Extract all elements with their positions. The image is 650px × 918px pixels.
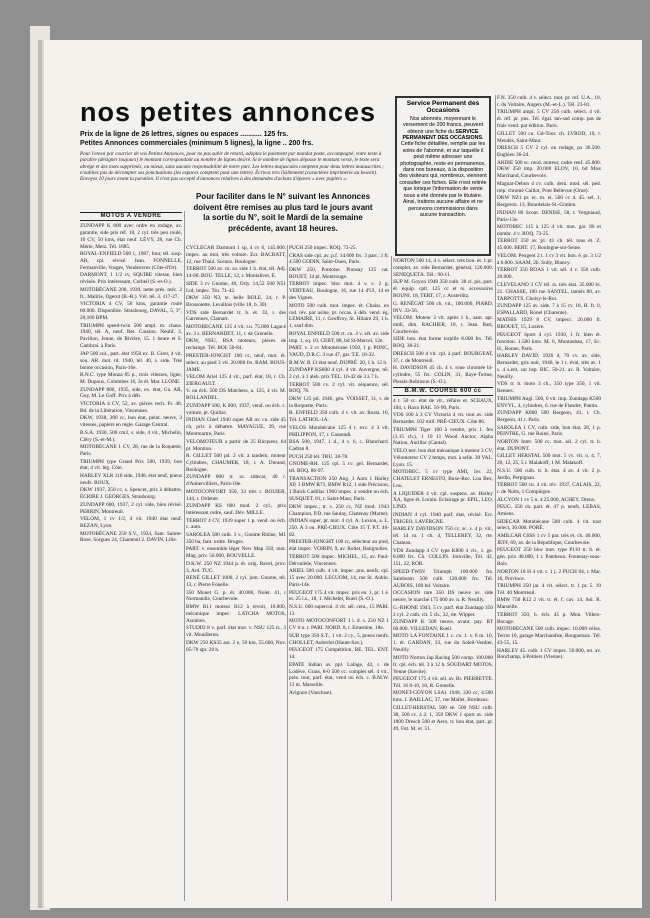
classified-ad: N.S.U. 600 supercul. 4 vit. sél. cent., 15 PARI. 13. xyxy=(289,603,389,617)
ads-column-4 xyxy=(393,258,493,903)
classified-ad: CYCLECAR Darmont 1 sp, 4 cv 6, 145.000, impec. au moi, très voiture. Ecr. BACRATT, 12, rue Thaul. Sceaux. Boulogne. xyxy=(186,245,286,265)
classified-ad: ALCYON 1 cv 5 n. 4 25.000, ACHEY, Dreux. xyxy=(497,496,596,503)
classified-ad: PEUGEOT 250 bloc mot. type P110 tr. b. ét. gén. prix 48.000, 1 r. Pantheon. Fontenay-sous-Bois. xyxy=(497,547,601,568)
classified-ad: DRESCH 5 CV 2 cyl. en rodage, px 36.500. Enghien 36-24. xyxy=(497,145,601,159)
classified-ad: 4 t. 50 cc. état de vit., réfaire et. SCEAUX, 104, r. Haxo BAE. 56-90, Paris. xyxy=(393,397,493,411)
classified-ad: VICTORIA 4 CV, 50 kms, garantie roulé 60.000. Disponible. Strasbourg, DAVAL, 5, 3°, 20,166 BPM. xyxy=(80,301,182,322)
classified-ad: B.S.A. 1930, 500 cm3, s. side, 4 vit., Michelin, Cléry (S.-et-M.). xyxy=(80,429,182,443)
classified-ad: D.K.W. 250 NZ 1944 p. ét. orig. Ravel, prov. 3, Ard. TUC. xyxy=(186,560,286,574)
classified-ad: G. RENÉGAT 500 ch. vit., 100.000, PIARD, INV. 33-56. xyxy=(393,300,493,314)
classified-ad: SIDE bon. état forme torpille 8.000 frs. Tél. ROQ. 38-21. xyxy=(393,336,493,350)
classified-ad: SIDECAR Motobécane 500 culb. 4 vit. tout select, 36.000. PORÉ. xyxy=(497,518,601,532)
deadline-notice: Pour faciliter dans le N° suivant les Annonces doivent être remises au plus tard le jours avant la sortie du N°, soit le Mardi de la semaine précédente, avant 18 heures. xyxy=(193,192,373,233)
classified-ad: VELO terr. bon état mécanique à moteur 3 CV, Vélomoteur CV 2 temps, mot. à selle. 30 VAL. Lyon. 15. xyxy=(393,447,493,468)
classified-ad: GILLET HERSTAL 500 mot. 5 cv. vit. n. 4, 7, 20, 12, 25, 5 r. Malakoff, 1 M. Malakoff. xyxy=(497,453,601,467)
classified-ad: PART. v. ensemble léger New Map 350, mot. Mag, priv. 50.000, BOUVELLE. xyxy=(186,546,286,560)
classified-ad: ZUNDAPP 125 av. side. 7 à 15 cv. 18, H. fr. 0, ESPALLARD, Ronel (Charente). xyxy=(497,303,601,316)
service-box-text-bold: SERVICE PERMANENT DES OCCASIONS xyxy=(402,128,482,142)
classified-ad: BSA 500, 1947, 1 d., 4 s. 6, c. Blanchard. Cadran 8. xyxy=(289,439,389,453)
classified-ad: ZUNDAPP K 800 avec ordre en rodage, av. garantie, side pris réf. 18, 2 cyl. très peu roulé, 10 CV, 50 kms, état neuf. LÉVY, 28, rue Ch. Mérie, Metz. Tél. 1885. xyxy=(80,222,182,250)
classified-ad: B.M.W. R 13 état neuf. DUPRÉ. 20, 1 h. 12 h. xyxy=(289,359,388,366)
classified-ad: Magnat-Debon 4 cv. culb. dern. mod. sél. ped. imp. chromé Caillot, Pont Bellevue (Orne). xyxy=(497,180,601,194)
classified-ad: PEUGEOT 175 4 vit. sél. av. Br. PIERRETTE. Tél. 16 8-10, 10, R. Grenelle. xyxy=(393,676,493,689)
column-rule xyxy=(287,245,288,901)
classified-ad: Avignon (Vaucluse). xyxy=(289,689,333,696)
classified-ad: DKW impec., tr. s. 250 cc, NZ mod. 1943 Champion, P.D. rue Saulay, Chatenay (Marne). xyxy=(289,503,389,517)
classified-ad: B.N.C. type Monza 85 p., trois vitesses, ligne, M. Dupoux, Colombes 16, 2e ét. Mar. LLONE. xyxy=(80,372,182,385)
classified-ad: SUB type 350 S.T., 1 vit. 2 cy., 5, pneus neufs. CHOLLET, Auberlot (Haute-Sav.). xyxy=(289,632,389,646)
intro-paragraph: Pour l'envoi par courrier de vos Petites Annonces, pour ne pas subir de retard, adoptez le paiement par mandat poste, accompagné, votre texte à paraître (désigner toujours) le montant correspondant au nombre de lignes désiré. Si le nombre de lignes dépasse le montant versé, le texte sera abrégé et des mots supprimés, ou mieux, sans aucune responsabilité de notre part. Les lettres majuscules comptent pour deux lettres manuscrites ; n'oubliez pas de décompter ses ponctuations (les espaces comptent pour une lettre). Écrivez très lisiblement (caractères imprimerie au besoin). Envoyez 10 jours avant la parution. Il n'est pas accepté d'annonces relatives à des demandes d'achats d'épaves « avec papiers ». xyxy=(80,151,384,183)
classified-ad: ROYAL ENFIELD 500 ct. cu. 4 v. sél. av. side imp. 1, sq. 10, CEBT, 88, bd St-Marcel, 12e. xyxy=(289,330,389,344)
classified-ad: MOTOBÉCANE 250 S.V., 1934, Sant. Sainte-Rose, Sorgues 24, Chanteuil 2. DAVIN, Lille. xyxy=(80,530,182,544)
classified-ad: ZUNDAPP KS 600 mod. 2 cyl., prix intéressant ordre, sauf. Dév. MILLE. xyxy=(186,503,286,517)
price-line-2: Petites Annonces commerciales (minimum 5 lignes), la ligne .. 200 frs. xyxy=(80,140,314,147)
classified-ad: A LIQUIDER 4 vit. cpl. suspens. av. Harley XA, ligne ét. Lorain. Eclairage pr. EPIL, LEO, LIND. xyxy=(393,490,493,511)
classified-ad: MOTOBEC 115 à 125 4 vit. mot. gar. 80 et nombr. 4 v. ROQ. 73-25. xyxy=(497,224,601,237)
classified-ad: SPEED-TWIN Triumph 100.000 frs. Sainbeam 500 culb. 120.000 frs. Tél. AUBOIS, 180 bd. Voltaire. xyxy=(393,568,493,589)
classified-ad: MOTOBÉCANE 1 CV, 28, rue de la Roquette, Paris. xyxy=(80,444,182,458)
classified-ad: DKW 250 KS35 aut. 2 e, 50 km, 55.600, Nov. 05-70 apr. 20 h. xyxy=(186,639,286,653)
classified-ad: PRESTER-JONGHT 100 cc, sélecteur au pied, état impec. VOIRIN, 9, av. Rollet, Batignolles. xyxy=(289,539,389,553)
classified-ad: TERROT impec. bloc mot. 4 v. s. 2 g. VERTEAU, Boulogne, 16, rue 14 d'Ul, 14 et des Vignes. xyxy=(289,281,389,302)
section-heading: MOTOS A VENDRE xyxy=(80,212,182,221)
classified-ad: ZUNDAPP KS600 4 cyl. 4 vit. Auvergne, tél. 2 cyl. à 1 aleb. prix TEL. 16-42 de 3 à 7 h. xyxy=(289,367,389,381)
classified-ad: INDIAN super, pr. mot. 4 cyl. A. Lexion, a. L. 250. A 3 ou. PRÉ-CIEUX. Côte 15 T. P.T. 40-82. xyxy=(289,518,389,538)
classified-ad: VDS Zundapp 4 CV type K800 4 vit., 1. ge. 8.000 frs. Ch. COLLIN. Joinville, Tél. 42, 151, 22, ROB. xyxy=(393,547,493,568)
ads-column-5 xyxy=(497,95,601,903)
classified-ad: PEUGEOT 175 4 vit. impec. pris en. 1, pr. 1 é. et. 25 i.s., 18, 1. Michelet, Rueil (S.-O.). xyxy=(289,589,389,603)
classified-ad: STUDIO 8 v. parf. état mot. v. NSU 125 tr., 3 vit. Mouilleron. xyxy=(186,625,286,639)
classified-ad: PUCH 250 tél. TRU. 38-78. xyxy=(289,453,349,460)
classified-ad: DKW 250, Pontoise. Pionsay 125 cat. ROUET, 14 pl. Montrouge. xyxy=(289,266,389,280)
price-line-1: Prix de la ligne de 26 lettres, signes ou espaces ........... 125 frs. xyxy=(80,131,289,138)
service-box-text-1: Nos abonnés, moyennant le versement de 200 francs, peuvent obtenir une fiche du xyxy=(402,115,484,135)
classified-ad: ZUNDAPP 800, 1935, side, ex. état, Ga. AR, Guy, M. Le Goff. Prix à déb. xyxy=(80,386,182,400)
classified-ad: ZUNDAPP K 500 neuve, avant. pay. RT 60.000. VILLEDAN, Rueil. xyxy=(393,619,493,632)
classified-ad: VELOM. Peugeot 2 t. 1 cv 3 vit. bon. é. pr. 3 1/2 à 6.000. SAAM, 2b. Sully, Blancy. xyxy=(497,252,601,266)
ads-column-1 xyxy=(80,211,182,903)
column-rule xyxy=(495,95,496,901)
classified-ad: VDS 100 à 3 CV Victoria 4 vit. tout av. side Bernardet. 102 mill. PRÉ-CIEUX. Côte 86. xyxy=(393,412,493,426)
classified-ad: DARMONT, 1 1/2 cv, SQUIRE vitesse, bien révisée. Prix intéressant, Corbeil (S.-et-O.). xyxy=(80,272,182,286)
classified-ad: NORTON 18 H 4 vit. t. 1 j. 2 PUCH 64, r. Mar. 16, Province. xyxy=(497,568,601,582)
classified-ad: TRIUMPH 250 jar. 4 vit. sélect. tr. 1 pr. 5. 10 Tél. 40 Montreuil. xyxy=(497,583,601,596)
classified-ad: INDIAN 80 Scout. DENISE, 58, r. Vergniaud, Paris-13e. xyxy=(497,209,601,223)
classified-ad: INDIAN 4 cyl. 1940 parf. état, révisé. Ecr. TRIGEO, LAVERGNE. xyxy=(393,511,493,525)
classified-ad: V. ou éch. 500 DS Matchess, a. 125, 4 vit. M. ROLLANDEL. xyxy=(186,388,286,402)
column-rule xyxy=(184,211,185,901)
classified-ad: VELOS Motobécane 125 4 t. exc. 4 3 vit. PHILIPPON, 17, r. Gassendi. xyxy=(289,424,389,438)
classified-ad: HARLEY 45. culb. 1 CV impec. 50.000, ret. av. Ronchamp, à Poitiers (Vienne). xyxy=(497,647,601,661)
classified-ad: ZUNDAPP 600, 1937, 2 cyl. side, bien révisé. PERRIN, Montreuil. xyxy=(80,501,182,515)
classified-ad: AMILCAR C6SS 1 cv 5 par. très ét. ch. 40.000, JEFF, 69, av. de la République, Courbevoie. xyxy=(497,532,601,546)
classified-ad: TERROT 350, b. éch. 45 p. Mon. Villers-Bocage. xyxy=(497,611,601,625)
classified-ad: TRIUMPH Angl. 500, 6 vit. imp. Zundapp K500 ENVYL, 4, cylindres, 6. rue de Flandre, Pantin. xyxy=(497,395,601,409)
classified-ad: PEUGEOT 175 Compétition, RE. TEL. ENT. 14. xyxy=(289,647,389,661)
classified-ad: ZUNDAPP K800 500 Bergeon, 41, r. Ch. Bergeon, 41 r. Paris. xyxy=(497,410,601,424)
classified-ad: DKW 125 pd. 1946, gén. VOISSET, 31, r. de la Roquette, Paris. xyxy=(289,395,389,409)
ads-column-3 xyxy=(289,245,389,903)
ads-column-2 xyxy=(186,245,286,903)
classified-ad: NORTON 500 14, 4 v. sélect. très bon. ét. 1 pr. complet, av. side Bernardet, général, 120.000. SENEQUETA. Tél.: 90-11. xyxy=(393,258,493,278)
classified-ad: N.S.U. 500 culb. tr. b. état. 4 av. 4 vit. 2 p. Jardin, Perpignan. xyxy=(497,467,601,481)
classified-ad: TRIUMPH ampl. 5 CV 250 culb. sélect. 4 vit. ét. réf. pr. pns. Tél. égal. tan-sad comp. pas de frais vend. par édition. Paris. xyxy=(497,109,601,130)
classified-ad: VICTORIA 4 CV, 52, av. pièces rech. Fr. 48. Bd. de la Libération, Vincennes. xyxy=(80,400,182,414)
classified-ad: SAROLEA 1 CV, culb. side, bon état, 28, 1 p. PEINTRE, G. rue Ruiné, Paris. xyxy=(497,424,601,438)
classified-ad: JAP 500 cul., part. état 1950 ex. B. Girer, 4 vit. sou. AR. mot. rd. 1940, tél. 40, s. side. Très bonne occasion, Paris-16e. xyxy=(80,350,182,371)
price-info xyxy=(80,130,380,148)
classified-ad: VELOM, 1 cv 1/2, 4 vit. 1940 état neuf. BEZAN, Lyon. xyxy=(80,516,182,530)
classified-ad: MONET-GOYON LSA1 1948, 330 cc, 4.500 kms. J. BAILLAC, 37, rue Mallet, Bordeaux. xyxy=(393,690,493,704)
classified-ad: GILLET 500 cu. Gd-Tour. ch. LVROD, 10, r. Mendès, Saint-Maur. xyxy=(497,130,601,144)
classified-ad: DKW NZ1 pr. ec. m. ét. 500 cc 4. 45. sel. 1, Bergeron. 13, Bourdelais-St.-Gratien. xyxy=(497,195,601,209)
classified-ad: HARLEY DAVIDSON 750 cc, sc. s. 4 p. vit., tél. 14 m. 1 ch. 4, TELLEREY, 32, rte. Chateau. xyxy=(393,526,493,547)
classified-ad: TERROT 350 ROAS 1 vit. sél. 4 v. 350 culb. 20.000. xyxy=(497,267,601,281)
classified-ad: ARDIE 500 sc. mod. moteur, cadre renf. 45.000. DKW 250 imp. 20.000 ELOV, 10, bd Miss Marchand, Courbevoie. xyxy=(497,159,601,180)
classified-ad: R. GILLET 500 pd. 2 vit. à tandem, moteur Cylindres, CHAUMER, 18, r. A. Durand, Boulogne. xyxy=(186,453,286,473)
classified-ad: TRIUMPH Tiger 100 à vendre, pris 1. feu (3.15 ch.), 1 10 11 Wood Auctor, Alpha Nation, Aurillac (Cantal). xyxy=(393,426,493,447)
classified-ad: MOTOBECANE 125 4 vit. t.u. 75.000 Lagacé av. 3 s. BERNARDET, 11, r. de Grenelle. xyxy=(186,323,286,337)
classified-ad: MOTO Norton Jap Racing 500 comp. 100.000 fr. cpl. éch. tél. 3 à 12 h. SOUDART MOTOS, Yenne (Savoie). xyxy=(393,654,493,675)
classified-ad: H. DAVIDSON 45 ch. 4 v. roue chromée bi-cylindre, 55 frs. COLIN, 31, Raye-Tortue, Plessis-Robinson (S.-O.). xyxy=(393,365,493,385)
column-rule xyxy=(391,256,392,901)
classified-ad: CRAS side cpl. av. p.f. 14.600 frs. 3 parc. 3 fr. 4.500 GODIN, Saint-Ouen, Paris. xyxy=(289,252,389,266)
classified-ad: TRIUMPH speed-twin 500 ampl. m. chaus. 1940, tél. A, neuf. Ret. Cassion. Neuhf. 3, Pavillon, Jeune, de Rivière, 15. 1 heure et S. Cambrai. à Paris. xyxy=(80,322,182,350)
classified-ad: CLEVELAND 3 CV tél. ts. très état. 35.000 bi. 21. CHASSE, 100 rue SANTEL, lamels 80, av. TARPOTTS, Choisy-le-Roi. xyxy=(497,281,601,302)
classified-ad: RENÉ GILLET 1000, 2 cyl. jum. Gnome, tél. 13, r. Pierre Fonelle. xyxy=(186,575,286,589)
classified-ad: PEUG. 350 ch. part. ét. 47 p. neufs, LEBAS, Amiens. xyxy=(497,504,601,517)
classified-ad: MATHIS 1929 8 CV, impecc. 20.000 fr. BROUET, 15, Lozère. xyxy=(497,317,601,331)
classified-ad: 350 Monet G. p. ét. 40.000, Nolet. 41, r Normandie, Courbevoie. xyxy=(186,589,286,603)
classified-ad: BMW 750 R12 2 vit. tr. ét. f. cav. 14. Sol. R. Marseille. xyxy=(497,597,601,611)
classified-ad: G.-RHONE 1943, 5 cv. parf. état Zundapp 350 2 cyl. 2 cath. vit. 5 ch., 32, rte. Wipper. xyxy=(393,604,493,618)
classified-ad: MOTO 500 culb. mot. impec. ét. Chaiss. en rod. rév. par usine, pr. occas. à déb. vend. ég. LEMAIRE, 11, r. Geoffroy, St. Hilaire 29, 1 h. 1, sauf dim. xyxy=(289,302,389,330)
classified-ad: VELOM. Moteur 3 vit. après 1 h., sam. apr. midi, dim. RACHIER, 10, r. Jean. Bart, Courbevoie. xyxy=(393,315,493,335)
classified-ad: BMW R11 moteur R12 à revoir, 10.000, mécanique impec. LATCHA MOTOS, Asnières. xyxy=(186,603,286,624)
classified-ad: ZUNDAPP 800 tr. ss. sidecar, 40 r. d'Aubervilliers, Paris-18e. xyxy=(186,474,286,488)
classified-ad: PUCH 250 impec. ROQ. 73-25. xyxy=(289,245,357,251)
classified-ad: PART. v. 2 cv Motobécane 1950, 1 p. PONC, VAUD, D.R.C. 3 rue 47, gar. T.E. 18-32. xyxy=(289,345,389,359)
classified-ad: TERROT 500 cu. 4 vit. rév. 1937, CALAIS, 22, r. de Nuits, 1 Compiègne. xyxy=(497,482,601,496)
classified-ad: R. ENFIELD 350 culb. 4 v. vit. av. Rosta. 16, Tél. LATHOL-1A. xyxy=(289,410,389,424)
classified-ad: MOTOBEC. 5 cv type AMI, 1er. 22, CHATELET ERNESTO, Buxe-Roc. Lou Bex, Lou. xyxy=(393,469,493,490)
classified-ad: TERROT 350 av. pl. 41 ch. tél. tous ét. Z. 45.000. BERT. 17, Boulogne-sur-Seine. xyxy=(497,238,601,252)
classified-ad: MOTO LA FONTAINE 1 c. cn. 1. s. 6 m. 10, 1. ét. GARDAN, 33, rue du Soleil-Verdier, Neuilly. xyxy=(393,633,493,654)
classified-ad: ARIEL 500 culb. 4 vit. impec. pns. neufs, cpl. 15 avec 20.000. LECUOM, 14, rue St. Aubin. Paris-14e. xyxy=(289,568,389,589)
classified-ad: DKW, 1938, 200 cc, bon état, peint. neuve, 3 vitesses, papiers en règle. Garage Central. xyxy=(80,415,182,429)
classified-ad: TRIUMPH type Grand Prix 500, 1939, bon état, 4 vit. lég. Côte. xyxy=(80,458,182,472)
classified-ad: MOTOBECANE 500 culb. impec. 10.000 vélos. Terrot 10, garage Marchandise, Bouguenais. Tél. 43-55, 15. xyxy=(497,626,601,647)
classified-ad: NORTON Inter. 500 cc. mot. sél. 2 cyl. tr. b. état. DUPONT. xyxy=(497,438,601,452)
classified-ad: DKW 1937, 250 cc, s. Spencer, prix à débattre, ÉCRIRE J. GEORGES, Strasbourg. xyxy=(80,487,182,501)
classified-ad: TERROT 4 CV, 1939 super 1 p. vend. ou éch. c. auto. xyxy=(186,517,286,531)
classified-ad: EPATE Indian av. ppl. Lafage, 42, r. de Lodève, Grass, 8-0 500 cc. complet sél. 4 vit., près. tout, parf. état, vend ou éch. c. B.M.W. 13 m. Marseille. xyxy=(289,661,389,689)
classified-ad: VDS side Bernardet tr. b. ét. 33, r. des Garrennes, Clamart. xyxy=(186,309,286,323)
classified-ad: GNOME-RH. 125 cpl. 5 cv. gel. Bernardet, tél. ROQ. 86-97. xyxy=(289,461,389,474)
service-box-body xyxy=(399,116,487,219)
classified-ad: PEUGEOT Sport 4 cyl. 1930, 1 fr. bien ét. fonction. 1.500 kms. M. 6, Montauban, 17, Ec. H., Bonne, Paris. xyxy=(497,331,601,352)
classified-ad: MOTOCONFORT 350, 33 très r. ROUIER, 144, r. Ordener. xyxy=(186,488,286,502)
service-box xyxy=(395,96,491,256)
classified-ad: TERROT 500 cv. 2 cyl. vit. séquence, sél. ROQ. 76. xyxy=(289,381,389,395)
classified-ad: INDIAN Chief 1940 super AR av. cu. side 45 ch, prix à débattre. MAYAGUE, 39, rue Montmartre, Paris. xyxy=(186,417,286,438)
classified-ad: SIDE 3 cv Gnome, 40, Orly. 14,52 500 N51 Ltd, impec. Tru. 71-42. xyxy=(186,280,286,294)
section-heading: B.M.W. COURSE 600 cc xyxy=(393,387,493,396)
classified-ad: DKW, NSU, BSA moteurs, pièces de rechange. Tél. BOL 50-84. xyxy=(186,338,286,352)
classified-ad: MOTOBÉCANE 200, 1939, nette prés. méc. 2 fr., Malirie, Ogerut (B.-R.). Vél. tél. 3. 117-27. xyxy=(80,286,182,300)
classified-ad: TERROT 500 av. cu. sa. side 1 h. état, tél. Adj. 14-00. BOU. TELLE, 12, r. Montalivet, E. xyxy=(186,266,286,280)
classified-ad: GILLET-HERSTAL 500 sé. 500 NSU culb. 38, 500 cc. à 2. 1, 350 DKW 1 sport av. side 1000 Dresch 500 et Aero, tr. bon état, part. pr. 49, Fnt. M. et. 51. xyxy=(393,704,493,732)
classified-ad: MOTO MOTOCONFORT 1 i. d. s. 250 NZ 1 CV 6 n. r. PARI. NORD. 8, r. Ernestine, 18e. xyxy=(289,618,389,632)
classified-ad: VELOMOTEUR a partir de 25 Ricqueur, 64 pl. Montion. xyxy=(186,438,286,452)
classified-ad: VDS tr. b. moto 3 ch., 350 type 350, 1 vit. Rennes. xyxy=(497,381,601,395)
page-title: nos petites annonces xyxy=(80,97,377,127)
classified-ad: PRESTER-JONGHT 100 cc, neuf, mot. ét. select. au pied 3 vit. 20.000 frs. RAM. BOUS-JAME. xyxy=(186,352,286,373)
service-box-title: Service Permanent des Occasions xyxy=(406,100,480,115)
classified-ad: DRESCH 500 4 vit. cpl. à parf. BOURGEAT, 37, r. de Montreuil. xyxy=(393,350,493,364)
classified-ad: DKW 350 N3, te. belle BOLE, 24, r. P. Brossolette, Levallois (ville 18, b. 30). xyxy=(186,295,286,309)
classified-ad: ZUNDAPP 500, K 800, 1937, vend. ou éch. c. voiture, pr. Quillac. xyxy=(186,402,286,416)
classified-ad: VELOM Ariel 125 4 vit., parf. état, 18, r. Ch. ZIERGAULT. xyxy=(186,374,286,387)
classified-ad: TERROT 500 impec. MICHEL, 15, av. Paul-Déroulède, Vincennes. xyxy=(289,553,389,567)
classified-ad: HARLEY DAVID. 1926 4, 70 cv. av. side, Bernardet, gris noir, 1946, le 1 t. éval, très av. 1 s. 4 s.ent, sur bsp. BIC. 50-21. av. R. Voltaire, Neuilly. xyxy=(497,353,601,380)
classified-ad: F.N. 350 culb. 4 v. sélect. mot. pr. ref. U.A., 10, r. du Voltaire, Angers (M.-et-L.). Tél. 23-81. xyxy=(497,95,601,108)
classified-ad: TRANSACTION 250 Ang. 1 Aarn 1 Harley XP, 3 BMW R71, BMW R12, 1 side Précision, 1 Buick Cadillac 1960 impec. à vendre ou éch. SUSQUET, 81, r. Saint-Maur, Paris. xyxy=(289,475,389,503)
classified-ad: ROYAL-ENFIELD 500 1, 1987, four, tél. susp. AR, cpl. révisé. Jean. FONNELLE, Fermanville, Vosges, Vendeuvres (Côte-d'Or). xyxy=(80,251,182,271)
classified-ad: HARLEY XLR 110 side, 1948, état neuf, pneus neufs. ROUX. xyxy=(80,472,182,486)
classified-ad: SUP M. Goyon 1948 350 culb. 38 cl. pis. part. ét. équip. cplt. 125 cc et ts. accessoires BOUNI, 18, TERT, 17, r. Austerlitz. xyxy=(393,279,493,300)
classified-ad: OCCASION rare 350 DS neuve av. side neuve, le marché 175 000 av. n. R. Neuilly. xyxy=(393,590,493,604)
service-box-text-2: . Cette fiche détaillée, remplie par les soins de l'abonné, et sur laquelle il peut même adresser une photographie, reste en permanence, dans nos bureaux, à la disposition des visiteurs qui, nombreux, viennent consulter ces fiches. Elle n'est retirée que lorsque l'information de vente nous a été donnée par le titulaire. Ainsi, traitons aucune affaire et ne percevons commissions dans aucune transaction. xyxy=(399,135,487,218)
classified-ad: SAROLEA 500 culb. 3 v., Gnome Rhône, M1 350 ba, fant. ordre. Bruges. xyxy=(186,531,286,545)
